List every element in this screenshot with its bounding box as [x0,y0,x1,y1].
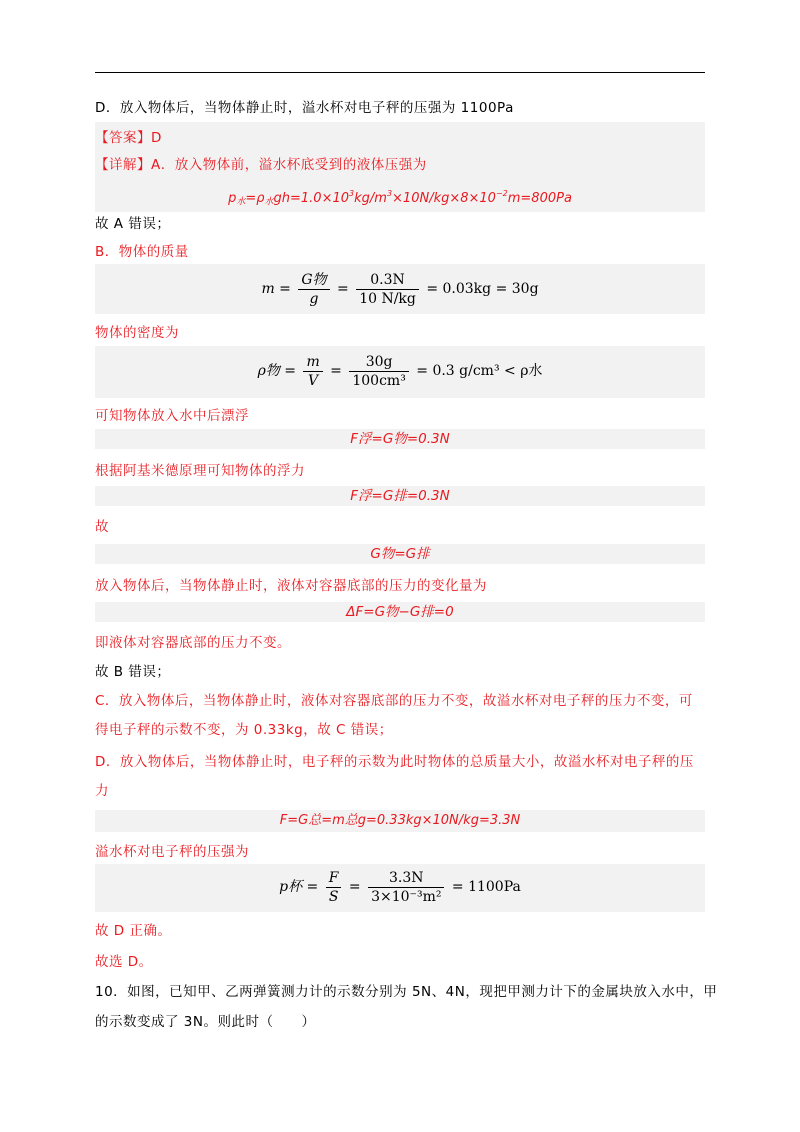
formula-float2: F浮=G排=0.3N [350,488,450,504]
force-change-text: 放入物体后，当物体静止时，液体对容器底部的压力的变化量为 [95,578,487,594]
answer-label: 【答案】D [95,130,162,146]
header-rule [95,72,705,73]
d-line1: D．放入物体后，当物体静止时，电子秤的示数为此时物体的总质量大小，故溢水杯对电子秤的压 [95,754,694,770]
formula-mass: m = $\frac{\text{G物}}{g}$ = $\frac{0.3N}{10 N/kg}$ = 0.03kg = 30g [261,271,539,307]
therefore-text: 故 [95,519,109,535]
q10-line2: 的示数变成了 3N。则此时（ ） [95,1014,316,1030]
floats-text: 可知物体放入水中后漂浮 [95,408,249,424]
density-label: 物体的密度为 [95,325,179,341]
b-mass-text: B．物体的质量 [95,244,189,260]
formula-pressure-water: $p_水=\rho_水gh=1.0\times 10^3kg/m^3\times 10N/kg\times 8\times 10^{-2}m=800Pa$ [228,189,572,207]
option-d-text: D．放入物体后，当物体静止时，溢水杯对电子秤的压强为 1100Pa [95,100,514,116]
detail-intro: 【详解】A．放入物体前，溢水杯底受到的液体压强为 [95,157,427,173]
archimedes-text: 根据阿基米德原理可知物体的浮力 [95,463,305,479]
b-wrong-text: 故 B 错误； [95,664,171,680]
formula-pressure-cup: p杯 = $\frac{F}{S}$ = $\frac{3.3N}{\text{3×10⁻³m²}}$ = 1100Pa [279,869,521,905]
unchanged-text: 即液体对容器底部的压力不变。 [95,635,291,651]
q10-line1: 10．如图，已知甲、乙两弹簧测力计的示数分别为 5N、4N，现把甲测力计下的金属块放入水中，甲 [95,984,718,1000]
formula-float1: F浮=G物=0.3N [350,431,450,447]
formula-g-eq: G物=G排 [370,546,430,562]
c-line2: 得电子秤的示数不变，为 0.33kg，故 C 错误； [95,722,393,738]
d-correct-text: 故 D 正确。 [95,923,172,939]
a-wrong-text: 故 A 错误； [95,216,171,232]
c-line1: C．放入物体后，当物体静止时，液体对容器底部的压力不变，故溢水杯对电子秤的压力不变，可 [95,693,693,709]
formula-force: F=G总=m总g=0.33kg×10N/kg=3.3N [279,813,521,828]
d-line2: 力 [95,783,109,799]
formula-density: ρ物 = $\frac{m}{V}$ = $\frac{30g}{\text{100cm³}}$ = 0.3 g/cm³ < ρ水 [257,353,543,389]
pressure-label: 溢水杯对电子秤的压强为 [95,844,249,860]
choose-d-text: 故选 D。 [95,954,153,970]
formula-delta: ΔF=G物−G排=0 [346,604,454,620]
